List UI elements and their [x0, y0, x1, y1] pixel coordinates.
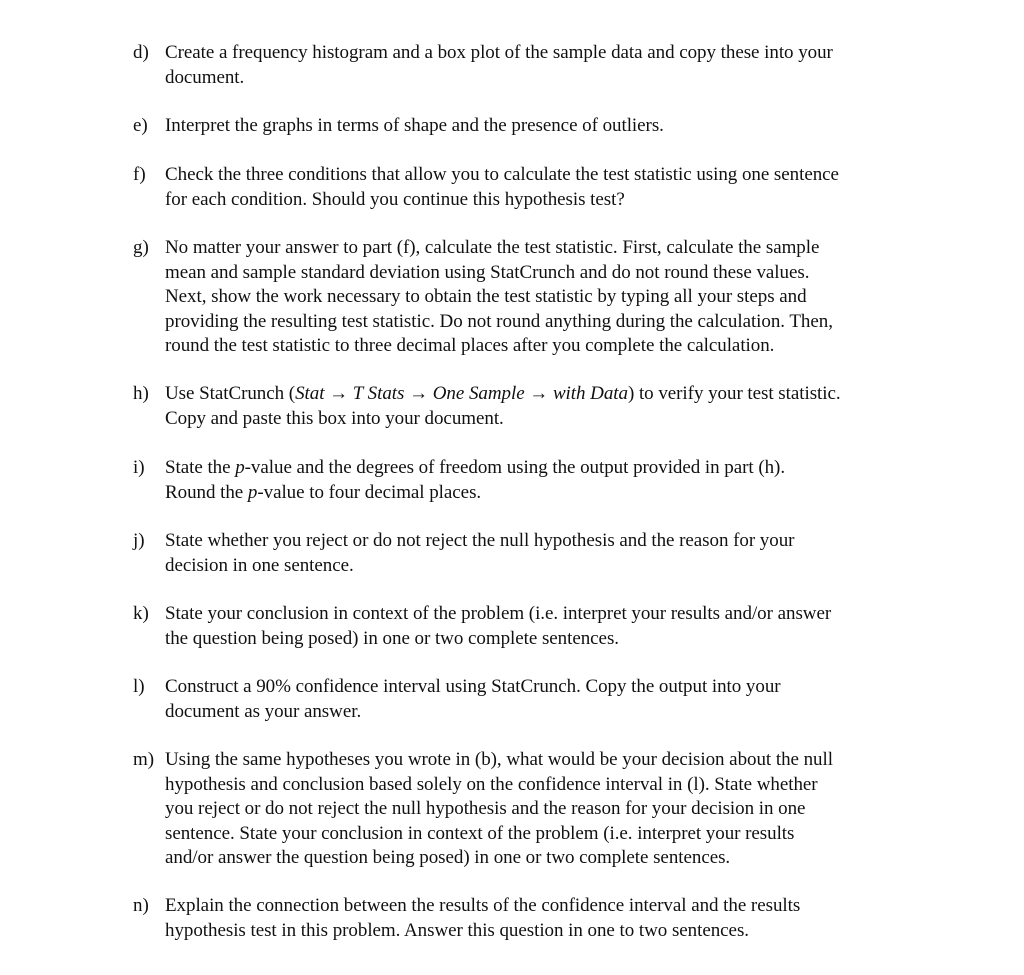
text-line: round the test statistic to three decimal places after you complete the calculation. — [165, 335, 775, 356]
menu-path-stat: Stat — [295, 383, 325, 404]
text-run: -value and the degrees of freedom using the output provided in part (h). — [244, 457, 786, 478]
text-run: Use StatCrunch ( — [165, 383, 296, 404]
text-line: Create a frequency histogram and a box plot of the sample data and copy these into your — [165, 42, 833, 63]
menu-path-t-stats: T Stats — [352, 383, 405, 404]
question-text — [165, 163, 955, 212]
question-marker: g) — [133, 237, 149, 258]
text-line: document as your answer. — [165, 700, 362, 722]
question-marker: m) — [133, 749, 155, 770]
question-marker: d) — [133, 42, 149, 63]
question-text — [165, 894, 955, 943]
text-line: No matter your answer to part (f), calculate the test statistic. First, calculate the sample — [165, 237, 820, 258]
text-line: mean and sample standard deviation using StatCrunch and do not round these values. — [165, 261, 810, 283]
text-line — [165, 456, 955, 481]
question-marker: l) — [133, 676, 145, 697]
text-run: ) to verify your test statistic. — [627, 383, 841, 404]
text-line: Explain the connection between the results of the confidence interval and the results — [165, 895, 801, 916]
text-line: decision in one sentence. — [165, 554, 354, 576]
text-line: hypothesis test in this problem. Answer this question in one to two sentences. — [165, 919, 749, 941]
text-line: sentence. State your conclusion in context of the problem (i.e. interpret your results — [165, 822, 795, 844]
text-line — [165, 382, 955, 407]
text-line: Copy and paste this box into your document. — [165, 407, 504, 429]
text-line: document. — [165, 66, 245, 88]
question-text — [165, 748, 955, 871]
question-text — [165, 114, 955, 139]
question-text — [165, 236, 955, 359]
question-text — [165, 456, 955, 505]
question-marker: f) — [133, 164, 146, 185]
text-run: -value to four decimal places. — [257, 481, 482, 503]
text-line: you reject or do not reject the null hypothesis and the reason for your decision in one — [165, 798, 806, 819]
text-line: the question being posed) in one or two complete sentences. — [165, 627, 619, 649]
text-line: Interpret the graphs in terms of shape and the presence of outliers. — [165, 115, 664, 136]
text-line: State whether you reject or do not reject the null hypothesis and the reason for your — [165, 530, 795, 551]
text-line: Using the same hypotheses you wrote in (b), what would be your decision about the null — [165, 749, 833, 770]
text-line: for each condition. Should you continue this hypothesis test? — [165, 188, 625, 210]
text-line: and/or answer the question being posed) in one or two complete sentences. — [165, 847, 731, 868]
text-line: Next, show the work necessary to obtain the test statistic by typing all your steps and — [165, 286, 807, 307]
question-text — [165, 41, 955, 90]
question-text — [165, 675, 955, 724]
question-marker: h) — [133, 383, 149, 404]
text-run: State the — [165, 457, 236, 478]
text-line: hypothesis and conclusion based solely on the confidence interval in (l). State whether — [165, 773, 818, 795]
menu-path-with-data: with Data — [552, 383, 628, 404]
text-line: providing the resulting test statistic. Do not round anything during the calculation. Then, — [165, 310, 833, 332]
question-marker: e) — [133, 115, 148, 136]
arrow-icon: → — [524, 383, 553, 404]
question-marker: n) — [133, 895, 149, 916]
p-symbol: p — [247, 481, 258, 503]
menu-path-one-sample: One Sample — [432, 383, 525, 404]
text-line — [165, 481, 955, 506]
question-marker: k) — [133, 603, 149, 624]
text-line: State your conclusion in context of the problem (i.e. interpret your results and/or answer — [165, 603, 832, 624]
text-line: Construct a 90% confidence interval using StatCrunch. Copy the output into your — [165, 676, 781, 697]
question-text — [165, 529, 955, 578]
question-text — [165, 602, 955, 651]
question-text — [165, 382, 955, 431]
arrow-icon: → — [324, 383, 353, 404]
p-symbol: p — [235, 457, 245, 478]
question-marker: i) — [133, 457, 145, 478]
arrow-icon: → — [404, 383, 433, 404]
question-marker: j) — [133, 530, 145, 551]
text-run: Round the — [165, 481, 248, 503]
text-line: Check the three conditions that allow you to calculate the test statistic using one sentence — [165, 164, 839, 185]
